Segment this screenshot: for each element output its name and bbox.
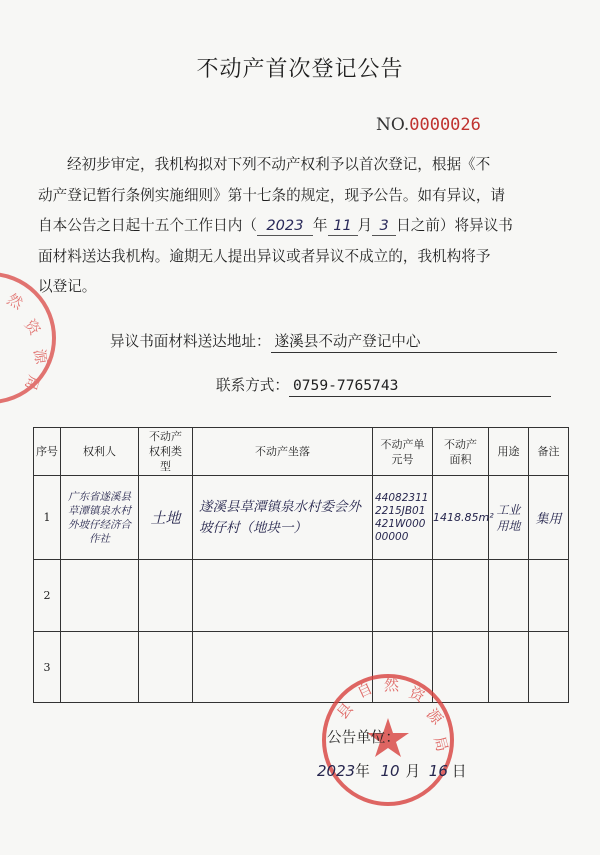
svg-text:资: 资 <box>406 683 428 706</box>
document-number <box>376 115 481 135</box>
paragraph-line-2: 动产登记暂行条例实施细则》第十七条的规定，现予公告。如有异议，请 <box>38 186 506 204</box>
svg-text:然: 然 <box>4 289 27 313</box>
cell-seq: 3 <box>34 632 61 703</box>
svg-text:局: 局 <box>21 372 44 393</box>
header-holder: 权利人 <box>61 428 139 476</box>
property-table <box>33 427 569 703</box>
cell-location: 遂溪县草潭镇泉水村委会外坡仔村（地块一） <box>193 476 373 560</box>
table-row <box>34 476 569 560</box>
contact-info <box>216 374 551 397</box>
deadline-year: 2023 <box>257 217 313 236</box>
svg-text:局: 局 <box>430 734 452 754</box>
cell-unit-no <box>373 560 433 632</box>
cell-holder: 广东省遂溪县草潭镇泉水村外坡仔经济合作社 <box>61 476 139 560</box>
document-number-prefix: NO. <box>376 115 410 135</box>
cell-note <box>529 632 569 703</box>
header-seq: 序号 <box>34 428 61 476</box>
cell-unit-no: 440823112215JB01421W00000000 <box>373 476 433 560</box>
cell-holder <box>61 560 139 632</box>
paragraph-line-1: 经初步审定，我机构拟对下列不动产权利予以首次登记，根据《不 <box>67 156 491 173</box>
issue-month: 10 <box>380 762 400 780</box>
deadline-month: 11 <box>328 217 358 236</box>
contact-value: 0759-7765743 <box>289 376 551 397</box>
svg-text:县: 县 <box>333 699 357 723</box>
cell-area <box>433 560 489 632</box>
cell-seq: 1 <box>34 476 61 560</box>
cell-use: 工业用地 <box>489 476 529 560</box>
table-header-row <box>34 428 569 476</box>
issue-day: 16 <box>428 762 448 780</box>
cell-right-type <box>139 632 193 703</box>
cell-use <box>489 560 529 632</box>
paragraph-line-3: 自本公告之日起十五个工作日内（ 2023 年 11 月 3 日之前）将异议书 <box>38 217 513 234</box>
svg-text:源: 源 <box>422 705 447 729</box>
paragraph-line-4: 面材料送达我机构。逾期无人提出异议或者异议不成立的，我机构将予 <box>38 247 491 265</box>
paragraph-line-5: 以登记。 <box>38 278 97 295</box>
header-right-type: 不动产权利类型 <box>139 428 193 476</box>
svg-text:然: 然 <box>384 676 400 694</box>
header-use: 用途 <box>489 428 529 476</box>
cell-right-type <box>139 560 193 632</box>
page-title: 不动产首次登记公告 <box>196 57 404 82</box>
cell-use <box>489 632 529 703</box>
header-location: 不动产坐落 <box>193 428 373 476</box>
cell-note <box>529 560 569 632</box>
cell-seq: 2 <box>34 560 61 632</box>
table-row <box>34 632 569 703</box>
issuer-label: 公告单位： <box>327 729 400 746</box>
contact-label: 联系方式： <box>216 377 289 394</box>
svg-text:源: 源 <box>30 347 51 366</box>
deadline-day: 3 <box>372 217 396 236</box>
header-note: 备注 <box>529 428 569 476</box>
table-row <box>34 560 569 632</box>
svg-text:资: 资 <box>20 315 45 339</box>
announcement-paragraph <box>38 150 574 303</box>
cell-note: 集用 <box>529 476 569 560</box>
issue-date: 2023年 10 月 16 日 <box>317 762 467 780</box>
objection-address <box>110 330 557 353</box>
issue-year: 2023 <box>317 762 356 780</box>
svg-text:自: 自 <box>354 678 376 702</box>
header-unit-no: 不动产单元号 <box>373 428 433 476</box>
cell-holder <box>61 632 139 703</box>
address-label: 异议书面材料送达地址： <box>110 333 271 350</box>
address-value: 遂溪县不动产登记中心 <box>271 332 557 353</box>
cell-area: 1418.85m² <box>433 476 489 560</box>
document-number-value: 0000026 <box>409 115 481 135</box>
header-area: 不动产面积 <box>433 428 489 476</box>
cell-right-type: 土地 <box>139 476 193 560</box>
cell-location <box>193 560 373 632</box>
